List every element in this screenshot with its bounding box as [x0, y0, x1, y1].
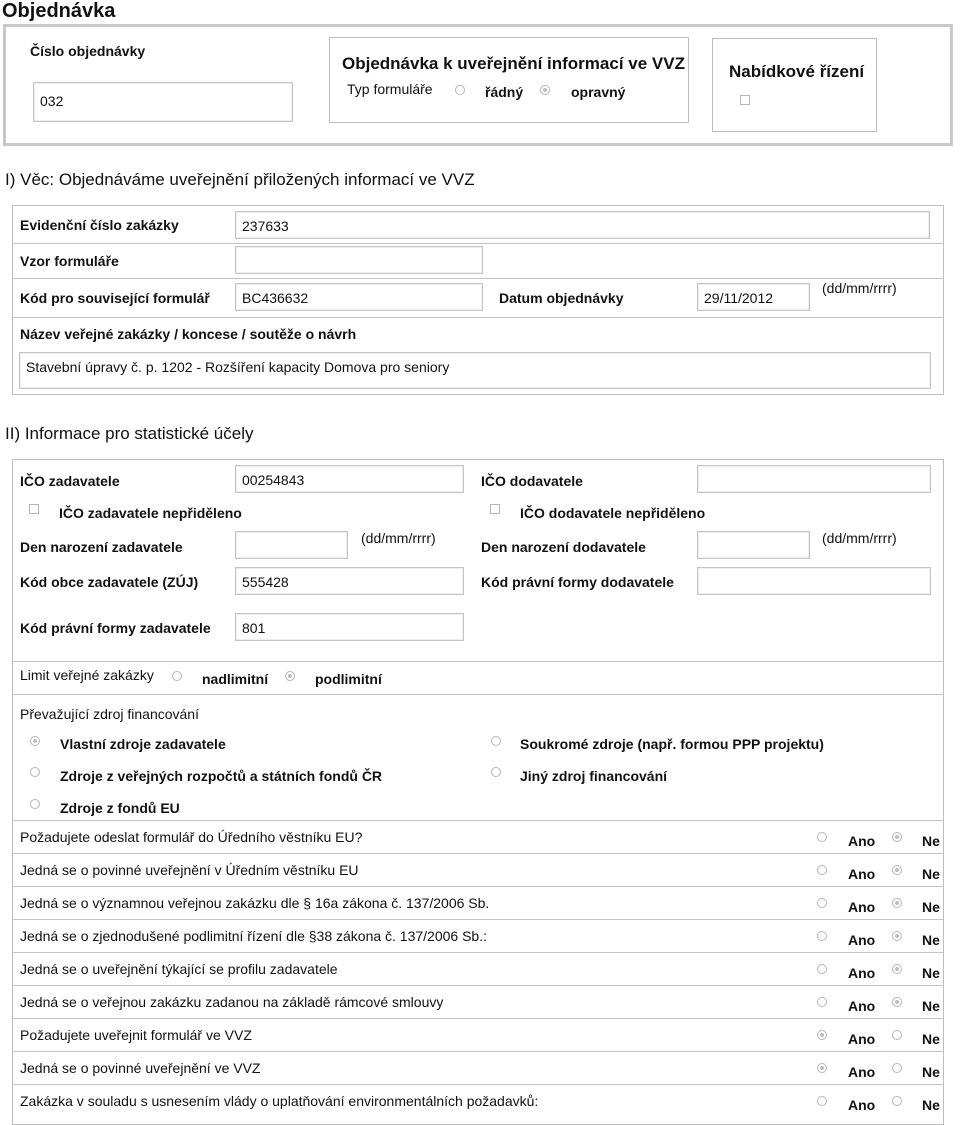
form-title: Objednávka k uveřejnění informací ve VVZ	[342, 54, 685, 73]
question-label: Jedná se o významnou veřejnou zakázku dle § 16a zákona č. 137/2006 Sb.	[20, 895, 490, 911]
question-radio-ne[interactable]	[892, 898, 902, 908]
section2-heading: II) Informace pro statistické účely	[5, 424, 254, 443]
question-radio-ano[interactable]	[817, 865, 827, 875]
limit-radio-podlimitni[interactable]	[285, 671, 295, 681]
order-date-format: (dd/mm/rrrr)	[822, 280, 897, 296]
funding-radio-soukrome[interactable]	[491, 736, 501, 746]
pravni-forma-zadavatele-field[interactable]: 801	[235, 613, 464, 641]
funding-radio-eu[interactable]	[30, 799, 40, 809]
template-field[interactable]	[235, 246, 483, 274]
limit-option-nadlimitni: nadlimitní	[202, 671, 269, 687]
question-label: Jedná se o povinné uveřejnění ve VVZ	[20, 1060, 261, 1076]
obec-field[interactable]: 555428	[235, 567, 464, 595]
evidence-field[interactable]: 237633	[235, 211, 930, 239]
question-radio-ne[interactable]	[892, 832, 902, 842]
funding-radio-vlastni[interactable]	[30, 736, 40, 746]
form-type-label: Typ formuláře	[347, 81, 433, 97]
funding-option-verejne: Zdroje z veřejných rozpočtů a státních fondů ČR	[60, 768, 383, 784]
limit-option-podlimitni: podlimitní	[315, 671, 382, 687]
question-option-ne: Ne	[922, 1064, 940, 1080]
question-option-ano: Ano	[848, 899, 876, 915]
birth-zadavatele-field[interactable]	[235, 531, 348, 559]
ico-dodavatele-label: IČO dodavatele	[481, 473, 583, 489]
offer-label: Nabídkové řízení	[729, 62, 865, 81]
question-option-ano: Ano	[848, 932, 876, 948]
question-radio-ne[interactable]	[892, 931, 902, 941]
question-option-ne: Ne	[922, 1097, 940, 1113]
evidence-label: Evidenční číslo zakázky	[20, 217, 179, 233]
ico-zadavatele-field[interactable]: 00254843	[235, 465, 464, 493]
form-type-radio-opravny[interactable]	[540, 85, 550, 95]
form-type-option-opravny: opravný	[571, 84, 626, 100]
page-title: Objednávka	[2, 0, 116, 22]
contract-name-field[interactable]: Stavební úpravy č. p. 1202 - Rozšíření kapacity Domova pro seniory	[19, 352, 931, 389]
order-date-field[interactable]: 29/11/2012	[697, 283, 810, 311]
ico-dodavatele-field[interactable]	[697, 465, 931, 493]
question-radio-ano[interactable]	[817, 832, 827, 842]
form-type-panel	[329, 37, 689, 123]
question-label: Požadujete odeslat formulář do Úředního věstníku EU?	[20, 829, 363, 845]
question-label: Jedná se o zjednodušené podlimitní řízení dle §38 zákona č. 137/2006 Sb.:	[20, 928, 487, 944]
question-option-ne: Ne	[922, 1031, 940, 1047]
question-radio-ano[interactable]	[817, 931, 827, 941]
question-radio-ano[interactable]	[817, 964, 827, 974]
ico-dodavatele-na-checkbox[interactable]	[490, 504, 500, 514]
question-radio-ano[interactable]	[817, 997, 827, 1007]
question-radio-ano[interactable]	[817, 1030, 827, 1040]
question-option-ano: Ano	[848, 833, 876, 849]
limit-radio-nadlimitni[interactable]	[172, 671, 182, 681]
form-type-radio-radny[interactable]	[455, 85, 465, 95]
question-label: Jedná se o povinné uveřejnění v Úředním věstníku EU	[20, 862, 359, 878]
question-radio-ne[interactable]	[892, 1096, 902, 1106]
funding-radio-verejne[interactable]	[30, 767, 40, 777]
question-option-ne: Ne	[922, 932, 940, 948]
birth-dodavatele-format: (dd/mm/rrrr)	[822, 530, 897, 546]
birth-zadavatele-format: (dd/mm/rrrr)	[361, 530, 436, 546]
question-option-ne: Ne	[922, 833, 940, 849]
contract-name-label: Název veřejné zakázky / koncese / soutěže o návrh	[20, 326, 357, 342]
birth-dodavatele-field[interactable]	[697, 531, 810, 559]
funding-label: Převažující zdroj financování	[20, 706, 199, 722]
question-option-ano: Ano	[848, 998, 876, 1014]
funding-option-jiny: Jiný zdroj financování	[520, 768, 668, 784]
offer-panel	[712, 38, 877, 132]
question-option-ano: Ano	[848, 1064, 876, 1080]
order-number-label: Číslo objednávky	[30, 43, 146, 59]
order-date-label: Datum objednávky	[499, 290, 624, 306]
pravni-forma-dodavatele-label: Kód právní formy dodavatele	[481, 574, 674, 590]
question-radio-ano[interactable]	[817, 1063, 827, 1073]
question-radio-ne[interactable]	[892, 865, 902, 875]
ico-dodavatele-na-label: IČO dodavatele nepřiděleno	[520, 505, 706, 521]
funding-option-soukrome: Soukromé zdroje (např. formou PPP projektu)	[520, 736, 824, 752]
funding-option-vlastni: Vlastní zdroje zadavatele	[60, 736, 226, 752]
question-label: Požadujete uveřejnit formulář ve VVZ	[20, 1027, 252, 1043]
funding-option-eu: Zdroje z fondů EU	[60, 800, 180, 816]
question-label: Zakázka v souladu s usnesením vlády o uplatňování environmentálních požadavků:	[20, 1093, 539, 1109]
birth-dodavatele-label: Den narození dodavatele	[481, 539, 646, 555]
offer-checkbox[interactable]	[740, 95, 750, 105]
question-label: Jedná se o uveřejnění týkající se profilu zadavatele	[20, 961, 338, 977]
question-radio-ne[interactable]	[892, 1030, 902, 1040]
order-number-field[interactable]: 032	[33, 82, 293, 122]
question-radio-ne[interactable]	[892, 1063, 902, 1073]
funding-radio-jiny[interactable]	[491, 767, 501, 777]
question-radio-ne[interactable]	[892, 964, 902, 974]
pravni-forma-zadavatele-label: Kód právní formy zadavatele	[20, 620, 211, 636]
question-radio-ne[interactable]	[892, 997, 902, 1007]
limit-label: Limit veřejné zakázky	[20, 667, 154, 683]
question-label: Jedná se o veřejnou zakázku zadanou na základě rámcové smlouvy	[20, 994, 444, 1010]
ico-zadavatele-label: IČO zadavatele	[20, 473, 120, 489]
ico-zadavatele-na-checkbox[interactable]	[29, 504, 39, 514]
question-option-ano: Ano	[848, 1097, 876, 1113]
question-radio-ano[interactable]	[817, 898, 827, 908]
question-option-ne: Ne	[922, 866, 940, 882]
question-option-ne: Ne	[922, 899, 940, 915]
section1-heading: I) Věc: Objednáváme uveřejnění přiložených informací ve VVZ	[5, 170, 475, 189]
question-option-ne: Ne	[922, 965, 940, 981]
birth-zadavatele-label: Den narození zadavatele	[20, 539, 183, 555]
question-option-ne: Ne	[922, 998, 940, 1014]
related-form-label: Kód pro související formulář	[20, 290, 210, 306]
ico-zadavatele-na-label: IČO zadavatele nepřiděleno	[59, 505, 242, 521]
template-label: Vzor formuláře	[20, 253, 119, 269]
obec-label: Kód obce zadavatele (ZÚJ)	[20, 574, 199, 590]
related-form-field[interactable]: BC436632	[235, 283, 483, 311]
pravni-forma-dodavatele-field[interactable]	[697, 567, 931, 595]
question-option-ano: Ano	[848, 965, 876, 981]
question-radio-ano[interactable]	[817, 1096, 827, 1106]
question-option-ano: Ano	[848, 866, 876, 882]
form-type-option-radny: řádný	[485, 84, 524, 100]
question-option-ano: Ano	[848, 1031, 876, 1047]
